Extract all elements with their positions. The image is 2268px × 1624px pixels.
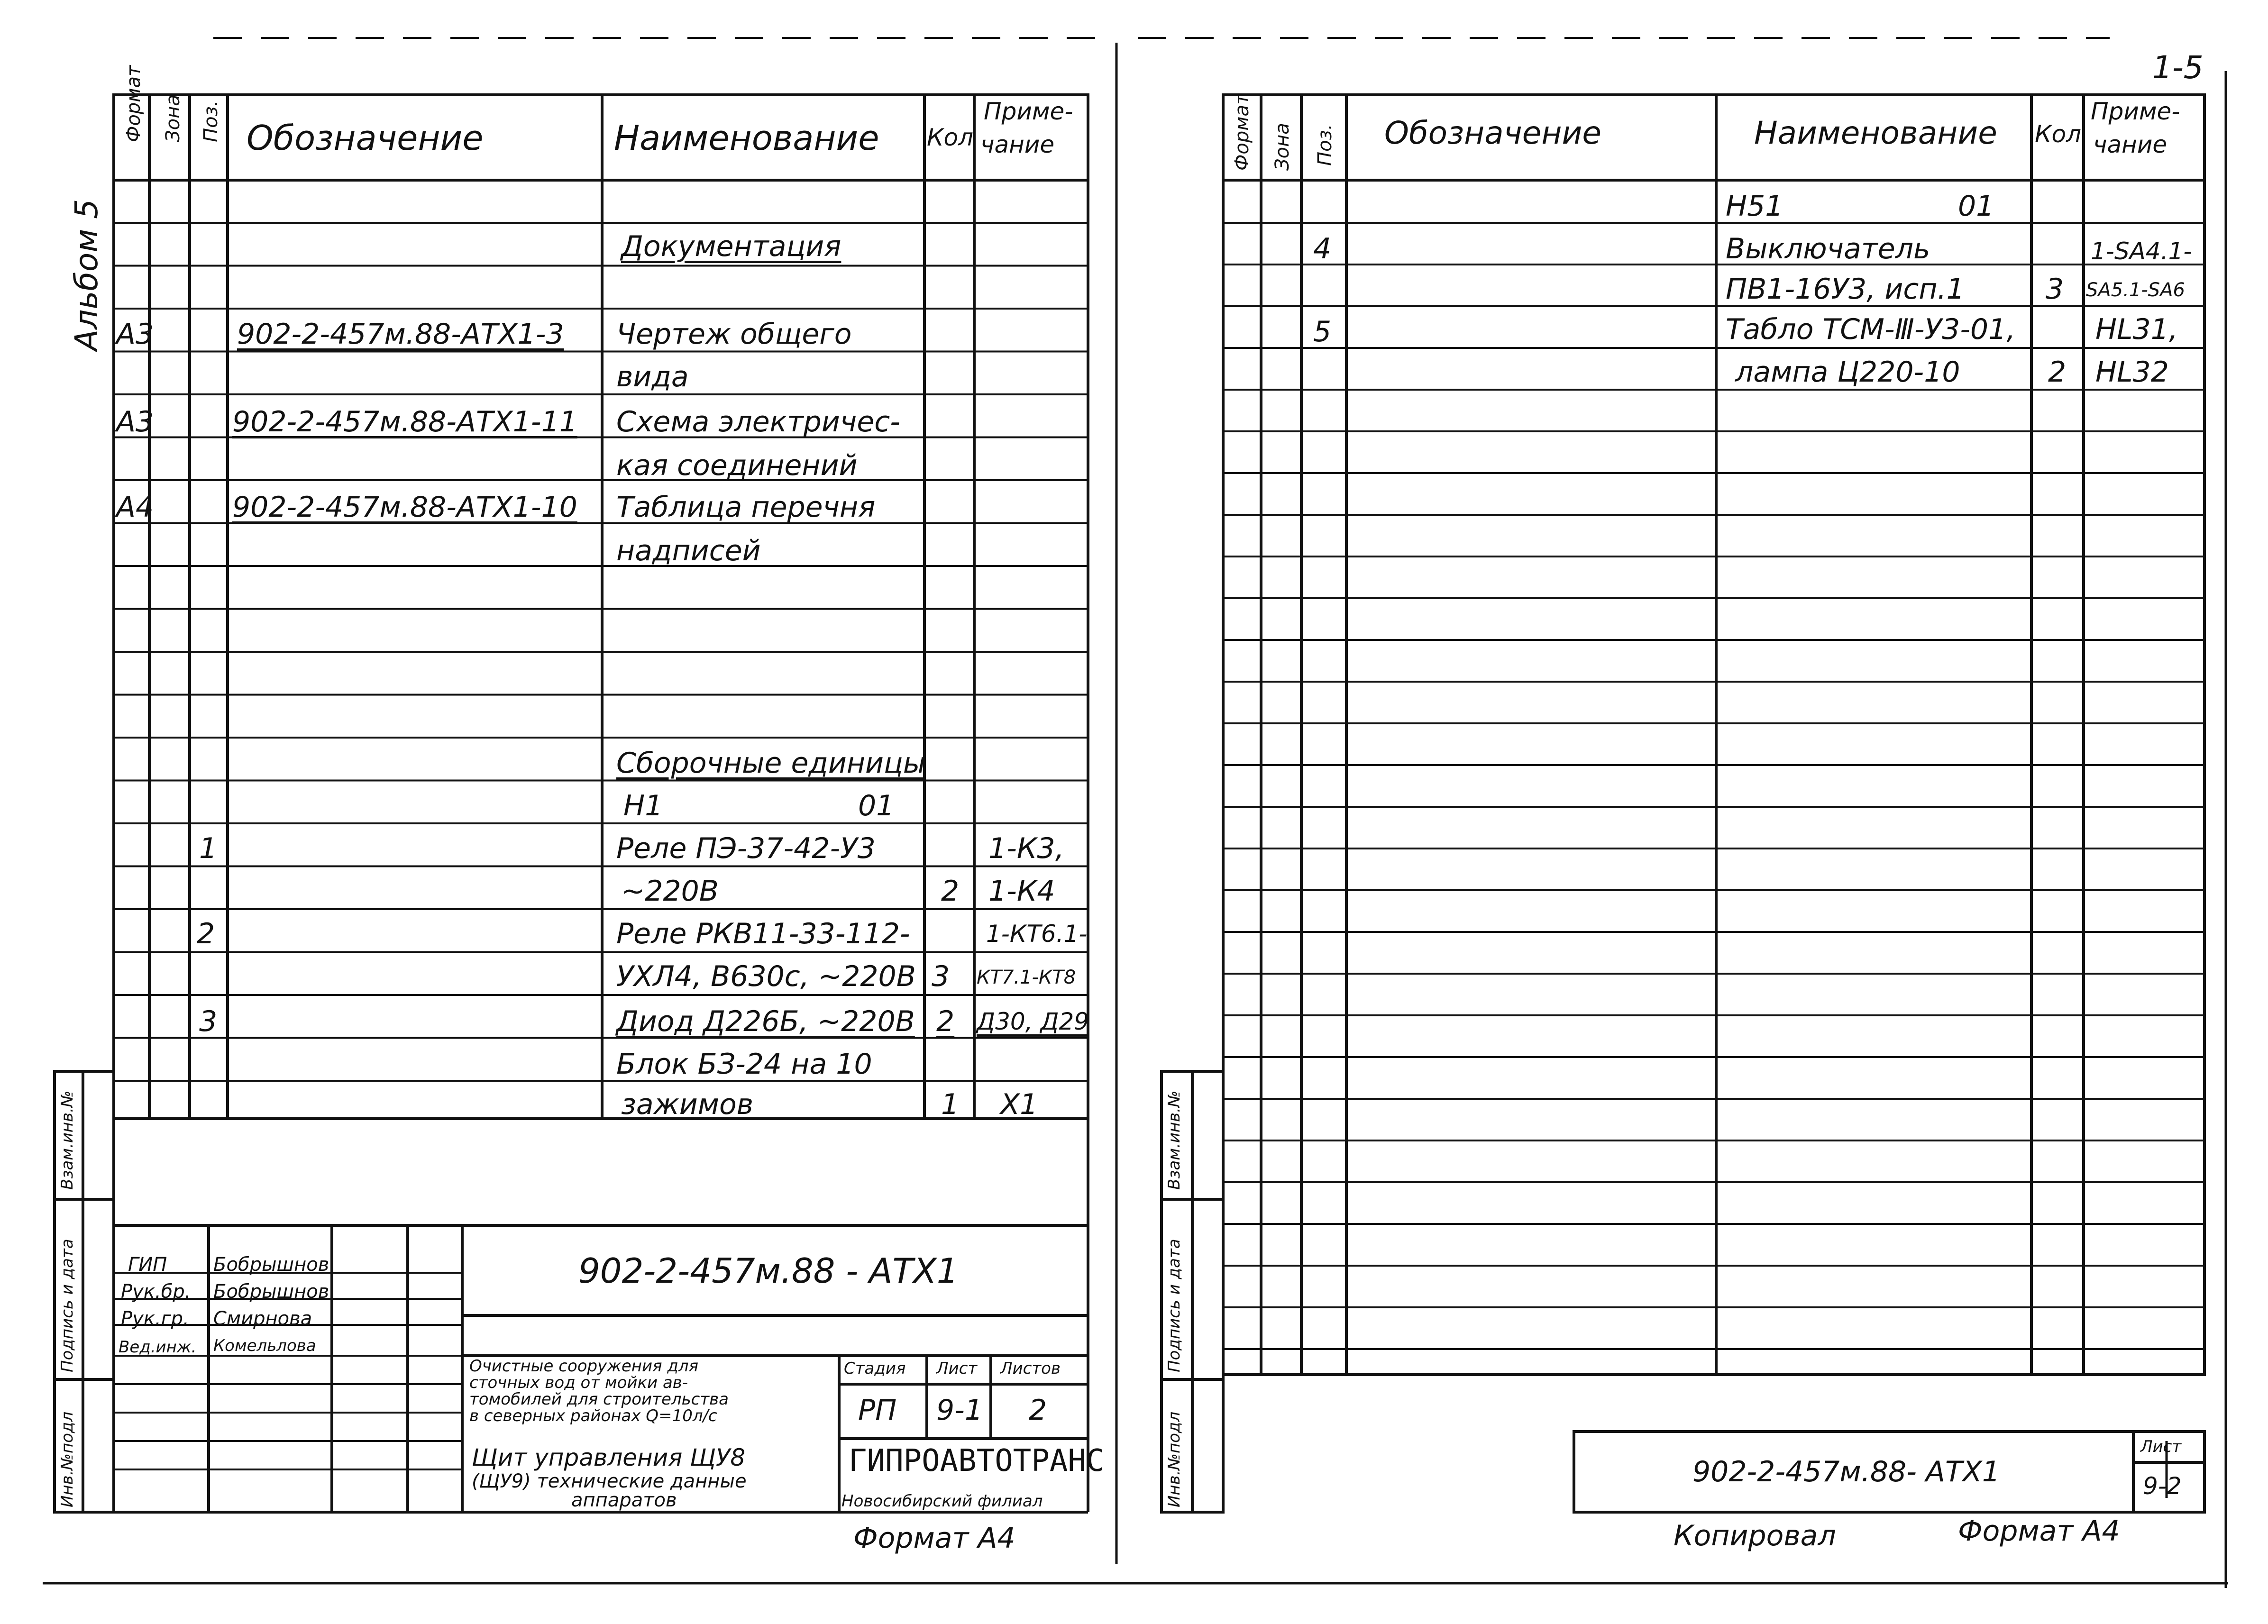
- left-note: 1-КТ6.1-: [986, 920, 1088, 948]
- right-qty: 3: [2046, 273, 2064, 306]
- stage-value: РП: [858, 1394, 897, 1427]
- person-name: Бобрышнов: [213, 1254, 329, 1276]
- person-name: Смирнова: [213, 1308, 312, 1330]
- left-name: Диод Д226Б, ~220В: [616, 1005, 915, 1038]
- left-name: Реле РКВ11-33-112-: [616, 917, 910, 950]
- right-note: SA5.1-SA6: [2086, 279, 2186, 301]
- right-sheet-value: 9-2: [2143, 1472, 2182, 1500]
- left-note: Д30, Д29: [977, 1008, 1089, 1035]
- left-name: Схема электричес-: [616, 405, 900, 438]
- person-role: ГИП: [128, 1254, 167, 1276]
- left-header-pos: Поз.: [200, 100, 222, 142]
- left-pos: 1: [199, 832, 218, 865]
- doc-title-line: Щит управления ЩУ8: [472, 1444, 746, 1471]
- left-note: Х1: [1000, 1088, 1038, 1121]
- project-line: в северных районах Q=10л/с: [469, 1406, 717, 1425]
- doc-title-line: аппаратов: [571, 1489, 677, 1511]
- left-name: ~220В: [621, 875, 719, 908]
- right-header-note1: Приме-: [2091, 98, 2180, 125]
- left-name: Чертеж общего: [616, 318, 852, 351]
- left-header-format: Формат: [123, 65, 145, 142]
- right-doc-code: 902-2-457м.88- АТХ1: [1692, 1455, 2000, 1488]
- left-name: зажимов: [621, 1088, 754, 1121]
- right-name: лампа Ц220-10: [1735, 356, 1960, 389]
- right-note: 1-SA4.1-: [2091, 237, 2192, 265]
- sheets-label: Листов: [1000, 1359, 1061, 1378]
- right-grid: [1161, 95, 2204, 1512]
- left-pos: 2: [197, 917, 215, 950]
- left-side-label: Подпись и дата: [58, 1239, 77, 1372]
- right-header-zone: Зона: [1271, 123, 1293, 171]
- right-sheet-label: Лист: [2140, 1437, 2182, 1456]
- left-designation: 902-2-457м.88-АТХ1-11: [232, 405, 577, 438]
- sheet-label: Лист: [936, 1359, 978, 1378]
- page-number: 1-5: [2152, 49, 2204, 86]
- right-side-label: Инв.№подл: [1165, 1411, 1184, 1507]
- right-header-designation: Обозначение: [1384, 115, 1601, 151]
- person-role: Вед.инж.: [119, 1338, 197, 1357]
- left-name: Блок БЗ-24 на 10: [616, 1048, 872, 1081]
- right-name: Выключатель: [1726, 232, 1930, 265]
- left-section-assemblies: Сборочные единицы: [616, 747, 926, 780]
- left-section-docs: Документация: [621, 230, 841, 263]
- right-name: ПВ1-16У3, исп.1: [1726, 273, 1965, 306]
- project-line: томобилей для строительства: [469, 1390, 729, 1409]
- left-header-note2: чание: [980, 131, 1055, 158]
- left-header-name: Наименование: [614, 118, 879, 158]
- right-side-label: Подпись и дата: [1165, 1239, 1184, 1372]
- left-header-zone: Зона: [162, 94, 184, 142]
- left-designation: 902-2-457м.88-АТХ1-10: [232, 491, 577, 524]
- left-name: кая соединений: [616, 449, 858, 482]
- right-format-note: Формат А4: [1958, 1515, 2120, 1548]
- right-side-label: Взам.инв.№: [1165, 1090, 1184, 1190]
- right-name-right: 01: [1958, 190, 1994, 223]
- org-branch: Новосибирский филиал: [841, 1492, 1043, 1511]
- sheet-value: 9-1: [936, 1394, 983, 1427]
- right-row-lines: [1223, 223, 2204, 1349]
- right-note: HL31,: [2095, 313, 2178, 346]
- right-header-qty: Кол: [2035, 120, 2082, 148]
- left-header-designation: Обозначение: [247, 118, 484, 158]
- left-name: Реле ПЭ-37-42-У3: [616, 832, 876, 865]
- project-line: сточных вод от мойки ав-: [469, 1373, 688, 1392]
- left-name-right: 01: [858, 789, 895, 822]
- right-note: HL32: [2095, 356, 2169, 389]
- left-note: 1-К4: [988, 875, 1055, 908]
- right-header-format: Формат: [1231, 93, 1253, 171]
- left-note: 1-К3,: [988, 832, 1064, 865]
- right-header-note2: чание: [2093, 131, 2167, 158]
- left-qty: 2: [936, 1005, 955, 1038]
- project-line: Очистные сооружения для: [469, 1357, 699, 1376]
- left-side-label: Инв.№подл: [58, 1411, 77, 1507]
- right-name: Н51: [1726, 190, 1783, 223]
- left-name: УХЛ4, В630с, ~220В: [616, 960, 916, 993]
- doc-title-line: (ЩУ9) технические данные: [472, 1470, 747, 1492]
- left-name: Таблица перечня: [616, 491, 876, 524]
- left-name: Н1: [623, 789, 663, 822]
- right-name: Табло ТСМ-Ⅲ-У3-01,: [1726, 313, 2016, 346]
- left-qty: 1: [941, 1088, 960, 1121]
- left-format: А3: [116, 318, 154, 351]
- left-pos: 3: [199, 1005, 218, 1038]
- left-doc-code: 902-2-457м.88 - АТХ1: [578, 1251, 959, 1291]
- stage-label: Стадия: [844, 1359, 906, 1378]
- left-format: А4: [116, 491, 154, 524]
- org-name: ГИПРОАВТОТРАНС: [849, 1443, 1105, 1478]
- right-pos: 5: [1313, 315, 1332, 348]
- person-role: Рук.гр.: [121, 1308, 189, 1330]
- copied-label: Копировал: [1674, 1519, 1836, 1552]
- left-format: А3: [116, 405, 154, 438]
- left-name: вида: [616, 360, 689, 393]
- right-pos: 4: [1313, 232, 1332, 265]
- left-header-note1: Приме-: [984, 98, 1073, 125]
- album-label: Альбом 5: [68, 199, 105, 351]
- sheets-value: 2: [1029, 1394, 1047, 1427]
- right-qty: 2: [2048, 356, 2067, 389]
- left-designation: 902-2-457м.88-АТХ1-3: [237, 318, 564, 351]
- left-side-label: Взам.инв.№: [58, 1090, 77, 1190]
- left-name: надписей: [616, 534, 761, 567]
- left-row-lines: [114, 223, 1088, 1081]
- person-name: Комельлова: [213, 1336, 316, 1355]
- left-header-qty: Кол: [927, 124, 974, 151]
- left-qty: 3: [932, 960, 950, 993]
- left-qty: 2: [941, 875, 960, 908]
- right-header-pos: Поз.: [1314, 124, 1336, 166]
- right-header-name: Наименование: [1754, 115, 1997, 151]
- person-name: Бобрышнов: [213, 1281, 329, 1303]
- left-format-note: Формат А4: [853, 1522, 1015, 1555]
- person-role: Рук.бр.: [121, 1281, 191, 1303]
- left-note: КТ7.1-КТ8: [977, 967, 1076, 988]
